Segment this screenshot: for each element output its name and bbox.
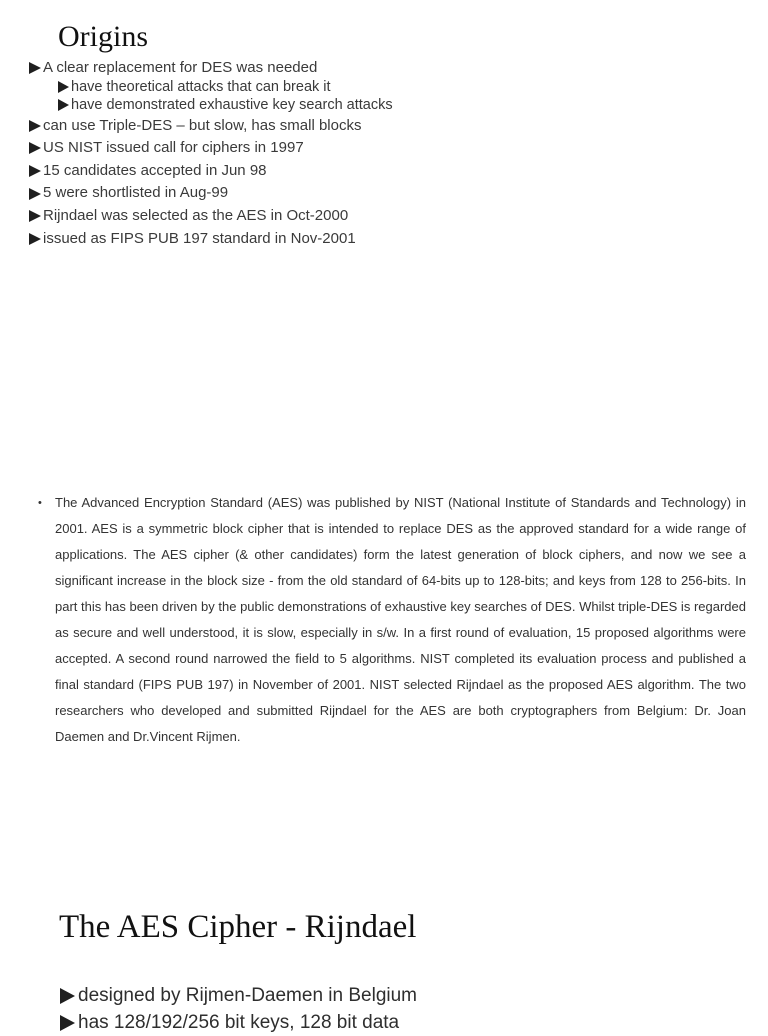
triangle-bullet-icon bbox=[58, 99, 69, 111]
sub-bullet-text: have theoretical attacks that can break it bbox=[71, 78, 331, 95]
bullet-text: Rijndael was selected as the AES in Oct-2000 bbox=[43, 206, 349, 224]
aes-cipher-bullet-list bbox=[60, 982, 417, 1036]
triangle-bullet-icon bbox=[29, 165, 41, 177]
sub-bullet-item bbox=[29, 78, 393, 97]
bullet-item bbox=[60, 982, 417, 1009]
speaker-notes bbox=[38, 490, 746, 750]
bullet-text: A clear replacement for DES was needed bbox=[43, 59, 318, 76]
notes-bullet: • bbox=[38, 497, 42, 509]
notes-paragraph: The Advanced Encryption Standard (AES) was published by NIST (National Institute of Standards and Technology) in 2001. AES is a symmetric block cipher that is intended to replace DES as the approved standard for a wide range of applications. The AES cipher (& other candidates) form the latest generation of block ciphers, and now we see a significant increase in the block size - from the old standard of 64-bits up to 128-bits; and keys from 128 to 256-bits. In part this has been driven by the public demonstrations of exhaustive key searches of DES. Whilst triple-DES is regarded as secure and well understood, it is slow, especially in s/w. In a first round of evaluation, 15 proposed algorithms were accepted. A second round narrowed the field to 5 algorithms. NIST completed its evaluation process and published a final standard (FIPS PUB 197) in November of 2001. NIST selected Rijndael as the proposed AES algorithm. The two researchers who developed and submitted Rijndael for the AES are both cryptographers from Belgium: Dr. Joan Daemen and Dr.Vincent Rijmen. bbox=[55, 495, 746, 744]
triangle-bullet-icon bbox=[60, 988, 75, 1004]
notes-item bbox=[38, 490, 746, 750]
bullet-item bbox=[29, 115, 393, 138]
bullet-text: issued as FIPS PUB 197 standard in Nov-2001 bbox=[43, 229, 356, 247]
triangle-bullet-icon bbox=[60, 1015, 75, 1031]
bullet-text: 5 were shortlisted in Aug-99 bbox=[43, 184, 229, 202]
triangle-bullet-icon bbox=[58, 81, 69, 93]
sub-bullet-text: have demonstrated exhaustive key search attacks bbox=[71, 97, 393, 114]
bullet-item bbox=[29, 137, 393, 160]
bullet-item bbox=[29, 228, 393, 251]
sub-bullet-item bbox=[29, 96, 393, 115]
triangle-bullet-icon bbox=[29, 188, 41, 200]
slide-title-origins: Origins bbox=[58, 20, 148, 53]
bullet-text: 15 candidates accepted in Jun 98 bbox=[43, 161, 267, 179]
triangle-bullet-icon bbox=[29, 210, 41, 222]
triangle-bullet-icon bbox=[29, 142, 41, 154]
triangle-bullet-icon bbox=[29, 233, 41, 245]
bullet-item bbox=[29, 57, 393, 80]
triangle-bullet-icon bbox=[29, 62, 41, 74]
bullet-text: can use Triple-DES – but slow, has small blocks bbox=[43, 116, 362, 134]
bullet-item bbox=[29, 205, 393, 228]
bullet-text: US NIST issued call for ciphers in 1997 bbox=[43, 139, 304, 157]
bullet-text: designed by Rijmen-Daemen in Belgium bbox=[78, 985, 418, 1006]
bullet-text: has 128/192/256 bit keys, 128 bit data bbox=[78, 1012, 400, 1033]
origins-bullet-list bbox=[29, 57, 393, 250]
slide-title-aes-cipher: The AES Cipher - Rijndael bbox=[59, 909, 417, 945]
triangle-bullet-icon bbox=[29, 120, 41, 132]
bullet-item bbox=[60, 1009, 417, 1036]
bullet-item bbox=[29, 182, 393, 205]
bullet-item bbox=[29, 160, 393, 183]
